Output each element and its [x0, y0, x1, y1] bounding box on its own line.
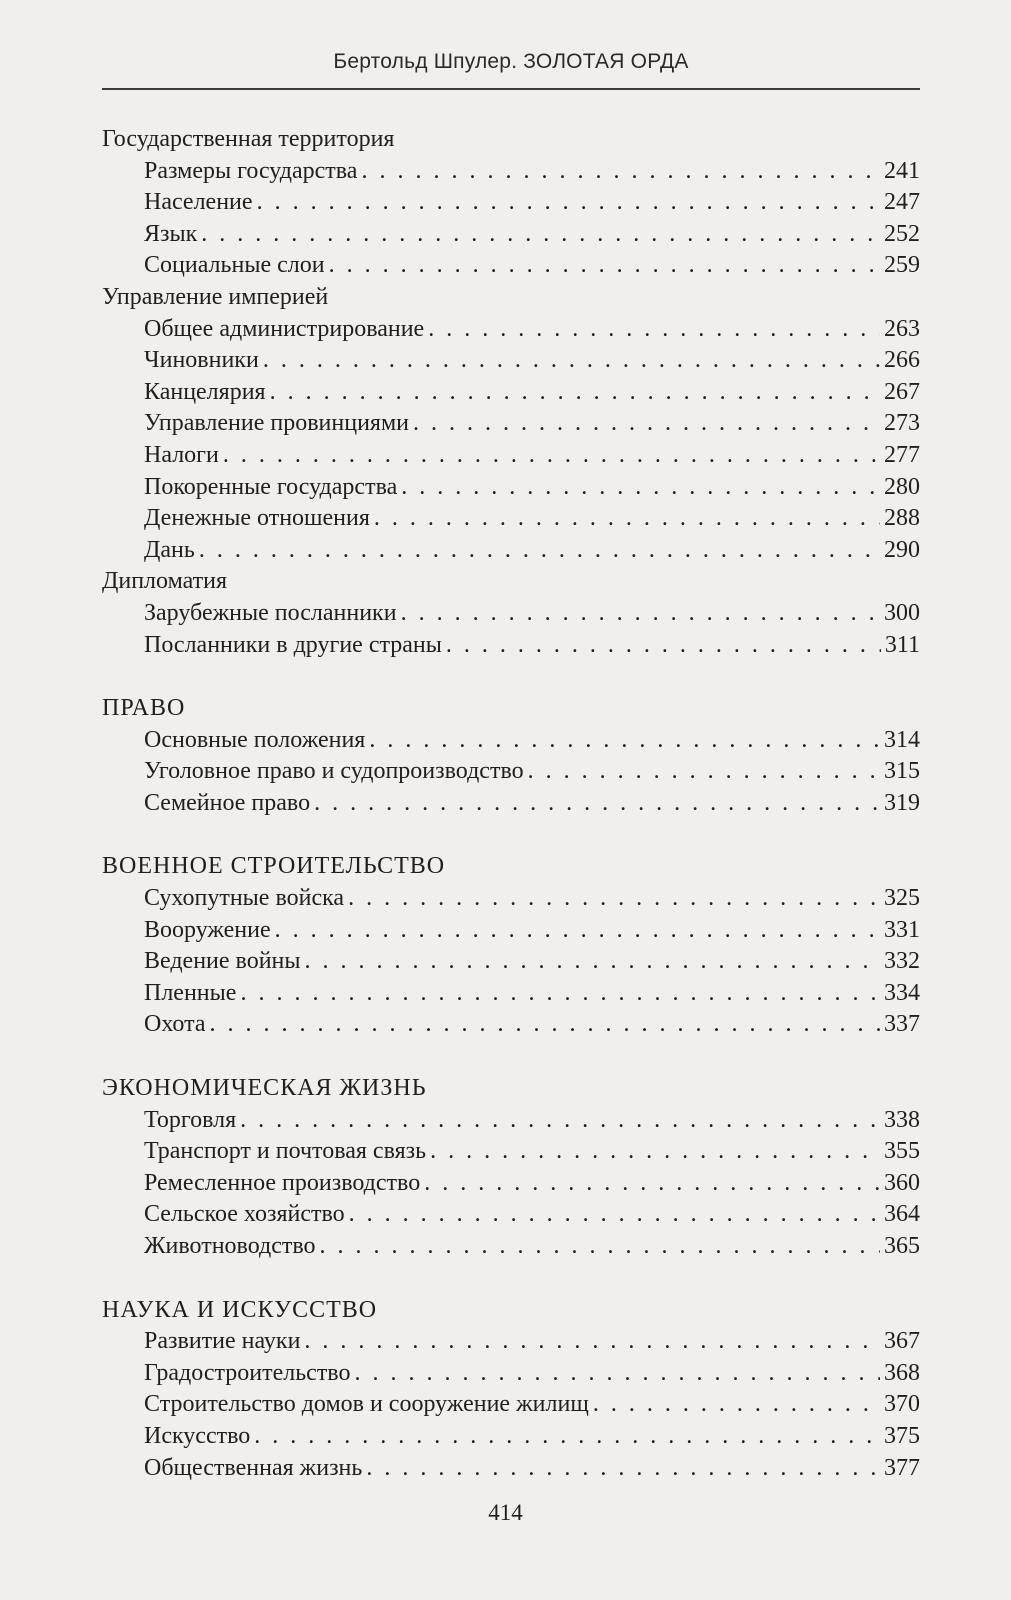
dot-leader — [366, 1453, 880, 1485]
toc-entry — [102, 408, 920, 440]
dot-leader — [314, 788, 880, 820]
toc-entry-title: Животноводство — [144, 1233, 316, 1259]
toc-entry-title: Основные положения — [144, 726, 366, 753]
toc-entry-page: 332 — [884, 948, 920, 975]
toc-group-science-art — [102, 1295, 920, 1485]
toc-entry-page: 311 — [884, 631, 920, 658]
dot-leader — [430, 1136, 880, 1168]
toc-section-heading: ВОЕННОЕ СТРОИТЕЛЬСТВО — [102, 853, 446, 880]
toc-entry-title: Сельское хозяйство — [144, 1201, 345, 1228]
toc-entry-title: Размеры государства — [144, 157, 358, 184]
toc-entry — [102, 1199, 920, 1231]
dot-leader — [348, 883, 880, 915]
toc-entry-title: Управление провинциями — [144, 410, 409, 437]
toc-entry — [102, 156, 920, 188]
toc-entry-title: Население — [144, 189, 253, 216]
dot-leader — [210, 1009, 880, 1041]
dot-leader — [401, 598, 880, 630]
toc-entry — [102, 1358, 920, 1390]
toc-entry-title: Ведение войны — [144, 948, 301, 975]
toc-section — [102, 693, 920, 819]
toc-entry-page: 277 — [884, 441, 920, 468]
dot-leader — [413, 408, 880, 440]
toc-section-heading: НАУКА И ИСКУССТВО — [102, 1296, 378, 1323]
toc-group-empire-management — [102, 282, 920, 566]
toc-entry-page: 290 — [884, 536, 920, 563]
dot-leader — [240, 1105, 880, 1137]
toc-entry — [102, 440, 920, 472]
toc-entry — [102, 1009, 920, 1041]
toc-entry-title: Развитие науки — [144, 1328, 301, 1355]
dot-leader — [201, 219, 880, 251]
toc-entry-title: Вооружение — [144, 916, 271, 943]
toc-entry — [102, 756, 920, 788]
dot-leader — [401, 472, 880, 504]
dot-leader — [305, 946, 880, 978]
toc-entry-title: Искусство — [144, 1422, 251, 1449]
toc-entry-page: 364 — [884, 1201, 920, 1228]
toc-group-state-territory — [102, 124, 920, 282]
toc-entry-title: Семейное право — [144, 789, 311, 816]
header-rule — [102, 88, 920, 90]
table-of-contents — [102, 124, 920, 1484]
toc-entry — [102, 915, 920, 947]
toc-entry — [102, 598, 920, 630]
toc-entry — [102, 535, 920, 567]
toc-entry — [102, 1136, 920, 1168]
toc-entry — [102, 187, 920, 219]
toc-section — [102, 1073, 920, 1263]
dot-leader — [223, 440, 880, 472]
dot-leader — [240, 978, 880, 1010]
toc-entry-page: 288 — [884, 505, 920, 532]
toc-entry — [102, 883, 920, 915]
toc-section-heading: ЭКОНОМИЧЕСКАЯ ЖИЗНЬ — [102, 1075, 427, 1102]
dot-leader — [446, 630, 881, 662]
toc-entry — [102, 1421, 920, 1453]
dot-leader — [528, 756, 880, 788]
dot-leader — [428, 314, 880, 346]
dot-leader — [254, 1421, 880, 1453]
toc-entry-title: Строительство домов и сооружение жилищ — [144, 1391, 589, 1418]
toc-entry-page: 370 — [884, 1391, 920, 1418]
toc-entry-page: 365 — [884, 1233, 920, 1259]
toc-entry — [102, 788, 920, 820]
toc-entry-title: Транспорт и почтовая связь — [144, 1138, 427, 1165]
toc-entry-title: Торговля — [144, 1106, 237, 1133]
toc-entry-page: 273 — [884, 410, 920, 437]
toc-entry — [102, 377, 920, 409]
toc-entry — [102, 1105, 920, 1137]
toc-entry-page: 280 — [884, 473, 920, 500]
dot-leader — [369, 725, 880, 757]
toc-entry — [102, 472, 920, 504]
toc-entry-page: 367 — [884, 1328, 920, 1355]
toc-entry-title: Общественная жизнь — [144, 1454, 363, 1481]
toc-entry-title: Канцелярия — [144, 378, 266, 405]
toc-entry-page: 360 — [884, 1169, 920, 1196]
toc-entry — [102, 1231, 920, 1263]
dot-leader — [593, 1389, 880, 1421]
toc-entry-page: 337 — [884, 1011, 920, 1038]
toc-section — [102, 1295, 920, 1485]
toc-entry-page: 247 — [884, 189, 920, 216]
toc-group-economy — [102, 1073, 920, 1263]
toc-entry — [102, 978, 920, 1010]
dot-leader — [361, 156, 880, 188]
toc-entry — [102, 946, 920, 978]
toc-entry-title: Социальные слои — [144, 252, 325, 279]
dot-leader — [374, 503, 880, 535]
toc-section — [102, 124, 920, 661]
toc-section — [102, 851, 920, 1041]
toc-entry-title: Денежные отношения — [144, 505, 370, 532]
toc-entry-title: Налоги — [144, 441, 219, 468]
toc-entry — [102, 1453, 920, 1485]
dot-leader — [349, 1199, 880, 1231]
page-number: 414 — [488, 1500, 523, 1525]
toc-entry-page: 241 — [884, 157, 920, 184]
toc-entry-page: 319 — [884, 789, 920, 816]
dot-leader — [304, 1326, 880, 1358]
toc-entry-page: 267 — [884, 378, 920, 405]
toc-entry — [102, 1389, 920, 1421]
toc-entry-page: 334 — [884, 979, 920, 1006]
toc-entry-title: Охота — [144, 1011, 206, 1038]
dot-leader — [329, 250, 880, 282]
toc-entry-title: Покоренные государства — [144, 473, 398, 500]
dot-leader — [257, 187, 880, 219]
toc-entry-page: 252 — [884, 220, 920, 247]
toc-entry — [102, 345, 920, 377]
toc-entry-page: 263 — [884, 315, 920, 342]
toc-entry-page: 314 — [884, 726, 920, 753]
toc-entry-title: Чиновники — [144, 347, 259, 374]
toc-entry-title: Пленные — [144, 979, 237, 1006]
toc-group-heading: Управление империей — [102, 283, 329, 310]
dot-leader — [270, 377, 880, 409]
toc-entry-page: 355 — [884, 1138, 920, 1165]
dot-leader — [263, 345, 880, 377]
toc-group-diplomacy — [102, 566, 920, 661]
toc-entry-page: 331 — [884, 916, 920, 943]
toc-entry — [102, 219, 920, 251]
toc-entry-title: Градостроительство — [144, 1359, 351, 1386]
toc-entry-page: 375 — [884, 1422, 920, 1449]
toc-entry-page: 325 — [884, 885, 920, 912]
toc-entry-title: Общее администрирование — [144, 315, 425, 342]
toc-entry-page: 300 — [884, 599, 920, 626]
toc-entry-title: Посланники в другие страны — [144, 631, 442, 658]
toc-entry-title: Ремесленное производство — [144, 1169, 421, 1196]
toc-entry-page: 368 — [884, 1359, 920, 1386]
toc-group-military — [102, 851, 920, 1041]
toc-entry-title: Язык — [144, 220, 198, 247]
toc-entry — [102, 250, 920, 282]
toc-group-heading: Дипломатия — [102, 568, 228, 595]
toc-entry-title: Дань — [144, 536, 195, 563]
toc-entry-page: 266 — [884, 347, 920, 374]
toc-group-law — [102, 693, 920, 819]
toc-entry-page: 315 — [884, 758, 920, 785]
dot-leader — [354, 1358, 880, 1390]
toc-entry — [102, 630, 920, 662]
toc-entry-title: Сухопутные войска — [144, 885, 345, 912]
toc-entry-page: 377 — [884, 1454, 920, 1481]
toc-entry-page: 259 — [884, 252, 920, 279]
dot-leader — [199, 535, 880, 567]
toc-entry — [102, 314, 920, 346]
toc-entry — [102, 1168, 920, 1200]
toc-section-heading: ПРАВО — [102, 695, 186, 722]
running-header: Бертольд Шпулер. ЗОЛОТАЯ ОРДА — [333, 50, 689, 73]
toc-entry — [102, 503, 920, 535]
dot-leader — [275, 915, 880, 947]
toc-group-heading: Государственная территория — [102, 126, 395, 152]
toc-entry-title: Уголовное право и судопроизводство — [144, 758, 524, 785]
toc-entry-title: Зарубежные посланники — [144, 599, 397, 626]
dot-leader — [424, 1168, 880, 1200]
toc-entry — [102, 725, 920, 757]
toc-entry-page: 338 — [884, 1106, 920, 1133]
toc-entry — [102, 1326, 920, 1358]
dot-leader — [320, 1231, 880, 1263]
